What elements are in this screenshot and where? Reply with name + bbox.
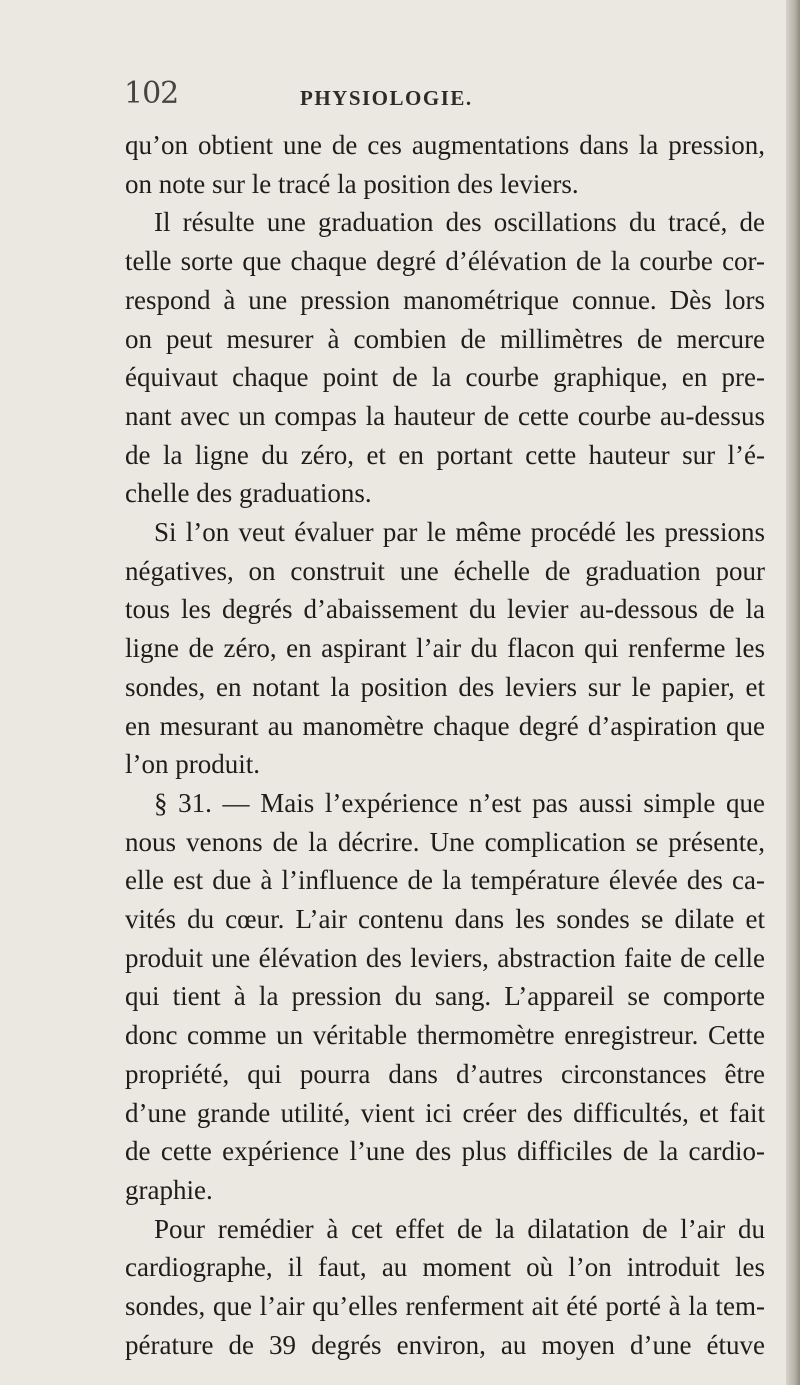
page-number: 102 bbox=[124, 76, 179, 111]
page-header bbox=[0, 70, 800, 120]
text-line: propriété, qui pourra dans d’autres circonstances être bbox=[125, 1058, 765, 1089]
text-line: l’on produit. bbox=[125, 749, 260, 780]
text-line: qu’on obtient une de ces augmentations dans la pression, bbox=[125, 130, 765, 160]
text-line: graphie. bbox=[125, 1174, 213, 1205]
text-line: Il résulte une graduation des oscillations du tracé, de bbox=[154, 207, 765, 238]
text-line: nous venons de la décrire. Une complication se présente, bbox=[125, 826, 765, 857]
text-line: tous les degrés d’abaissement du levier au-dessous de la bbox=[125, 594, 765, 625]
text-line: en mesurant au manomètre chaque degré d’aspiration que bbox=[125, 710, 765, 741]
text-line: sondes, en notant la position des leviers sur le papier, et bbox=[125, 671, 765, 702]
text-line: on peut mesurer à combien de millimètres de mercure bbox=[125, 323, 765, 354]
text-line: on note sur le tracé la position des leviers. bbox=[125, 168, 579, 199]
text-line: Si l’on veut évaluer par le même procédé les pressions bbox=[154, 517, 765, 548]
text-line: ligne de zéro, en aspirant l’air du flacon qui renferme les bbox=[125, 633, 765, 664]
text-line: qui tient à la pression du sang. L’appareil se comporte bbox=[125, 981, 765, 1012]
text-line: respond à une pression manométrique connue. Dès lors bbox=[125, 284, 765, 315]
running-head: PHYSIOLOGIE. bbox=[300, 86, 473, 110]
text-line: donc comme un véritable thermomètre enregistreur. Cette bbox=[125, 1020, 765, 1051]
text-line: elle est due à l’influence de la température élevée des ca- bbox=[125, 865, 765, 896]
text-line: d’une grande utilité, vient ici créer des difficultés, et fait bbox=[125, 1097, 765, 1128]
text-line: nant avec un compas la hauteur de cette courbe au-dessus bbox=[125, 400, 765, 431]
text-line: produit une élévation des leviers, abstraction faite de celle bbox=[125, 942, 765, 973]
text-line: négatives, on construit une échelle de graduation pour bbox=[125, 555, 765, 586]
text-line: sondes, que l’air qu’elles renferment ait été porté à la tem- bbox=[125, 1291, 765, 1322]
text-line: équivaut chaque point de la courbe graphique, en pre- bbox=[125, 362, 765, 393]
text-line: pérature de 39 degrés environ, au moyen d’une étuve bbox=[125, 1329, 765, 1360]
text-line: cardiographe, il faut, au moment où l’on introduit les bbox=[125, 1252, 765, 1283]
text-line: Pour remédier à cet effet de la dilatation de l’air du bbox=[154, 1213, 765, 1244]
text-line: § 31. — Mais l’expérience n’est pas aussi simple que bbox=[154, 787, 765, 818]
text-line: de cette expérience l’une des plus difficiles de la cardio- bbox=[125, 1136, 765, 1167]
text-line: vités du cœur. L’air contenu dans les sondes se dilate et bbox=[125, 904, 765, 935]
page-spine-shadow bbox=[786, 0, 800, 1385]
text-line: telle sorte que chaque degré d’élévation de la courbe cor- bbox=[125, 246, 765, 277]
text-line: chelle des graduations. bbox=[125, 478, 372, 509]
body-text bbox=[125, 126, 765, 1365]
text-line: de la ligne du zéro, et en portant cette hauteur sur l’é- bbox=[125, 439, 765, 470]
